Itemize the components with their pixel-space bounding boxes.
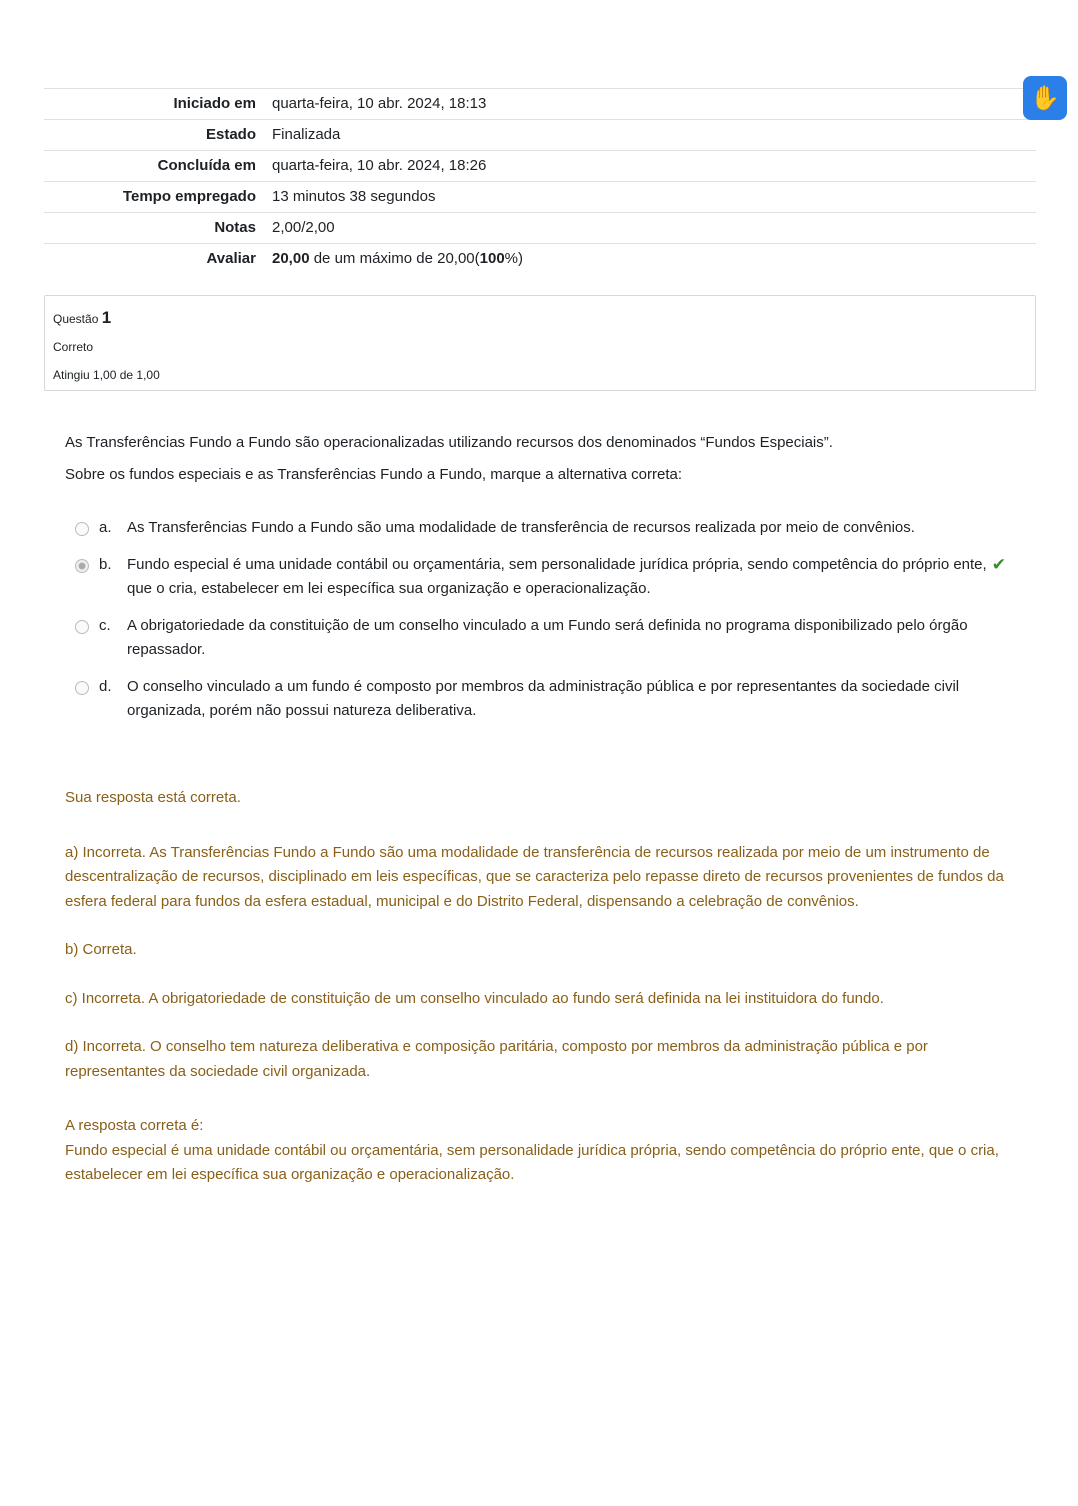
answer-option-a[interactable]: a. As Transferências Fundo a Fundo são uma modalidade de transferência de recursos realizada por meio de convênios. — [74, 516, 1014, 541]
summary-row: Tempo empregado 13 minutos 38 segundos — [44, 182, 1036, 213]
question-state: Correto — [53, 340, 94, 354]
feedback-section: Sua resposta está correta. a) Incorreta. As Transferências Fundo a Fundo são uma modalidade de transferência de recursos realizada por meio de um instrumento de descentralização de recursos, disciplinado em leis específicas, que se caracteriza pelo repasse direto de recursos provenientes de fundos da esfera federal para fundos da esfera estadual, municipal e do Distrito Federal, dispensando a celebração de convênios. b) Correta. c) Incorreta. A obrigatoriedade de constituição de um conselho vinculado ao fundo será definida na lei instituidora do fundo. d) Incorreta. O conselho tem natureza deliberativa e composição paritária, composto por membros da administração pública e por representantes da sociedade civil organizada. A resposta correta é: Fundo especial é uma unidade contábil ou orçamentária, sem personalidade jurídica própria, sendo competência do próprio ente, que o cria, estabelecer em lei específica sua organização e operacionalização. — [65, 789, 1004, 1183]
summary-row: Notas 2,00/2,00 — [44, 213, 1036, 244]
grade-value: 20,00 de um máximo de 20,00(100%) — [264, 244, 1036, 275]
hands-icon: ✋ — [1030, 84, 1060, 112]
radio-button-selected[interactable] — [75, 559, 89, 573]
vlibras-sign-language-button[interactable] — [1023, 76, 1067, 120]
summary-row: Iniciado em quarta-feira, 10 abr. 2024, 18:13 — [44, 89, 1036, 120]
question-text: As Transferências Fundo a Fundo são operacionalizadas utilizando recursos dos denominados “Fundos Especiais”. Sobre os fundos especiais e as Transferências Fundo a Fundo, marque a alternativa correta: — [65, 434, 833, 483]
radio-button[interactable] — [75, 620, 89, 634]
summary-row: Avaliar 20,00 de um máximo de 20,00(100%) — [44, 244, 1036, 275]
answer-options — [74, 516, 1014, 736]
summary-row: Estado Finalizada — [44, 120, 1036, 151]
answer-option-d[interactable]: d. O conselho vinculado a um fundo é composto por membros da administração pública e por representantes da sociedade civil organizada, porém não possui natureza deliberativa. — [74, 675, 1014, 724]
summary-row: Concluída em quarta-feira, 10 abr. 2024, 18:26 — [44, 151, 1036, 182]
answer-option-c[interactable]: c. A obrigatoriedade da constituição de um conselho vinculado a um Fundo será definida no programa disponibilizado pelo órgão repassador. — [74, 614, 1014, 663]
question-info-box: Questão 1 Correto Atingiu 1,00 de 1,00 — [44, 295, 1036, 391]
radio-button[interactable] — [75, 522, 89, 536]
check-icon: ✔ — [991, 554, 1006, 574]
attempt-summary-table — [44, 88, 1036, 274]
question-grade: Atingiu 1,00 de 1,00 — [53, 368, 160, 382]
radio-button[interactable] — [75, 681, 89, 695]
answer-option-b[interactable]: b. Fundo especial é uma unidade contábil ou orçamentária, sem personalidade jurídica própria, sendo competência do próprio ente, que o cria, estabelecer em lei específica sua organização e operacionalização. ✔ — [74, 553, 1014, 602]
